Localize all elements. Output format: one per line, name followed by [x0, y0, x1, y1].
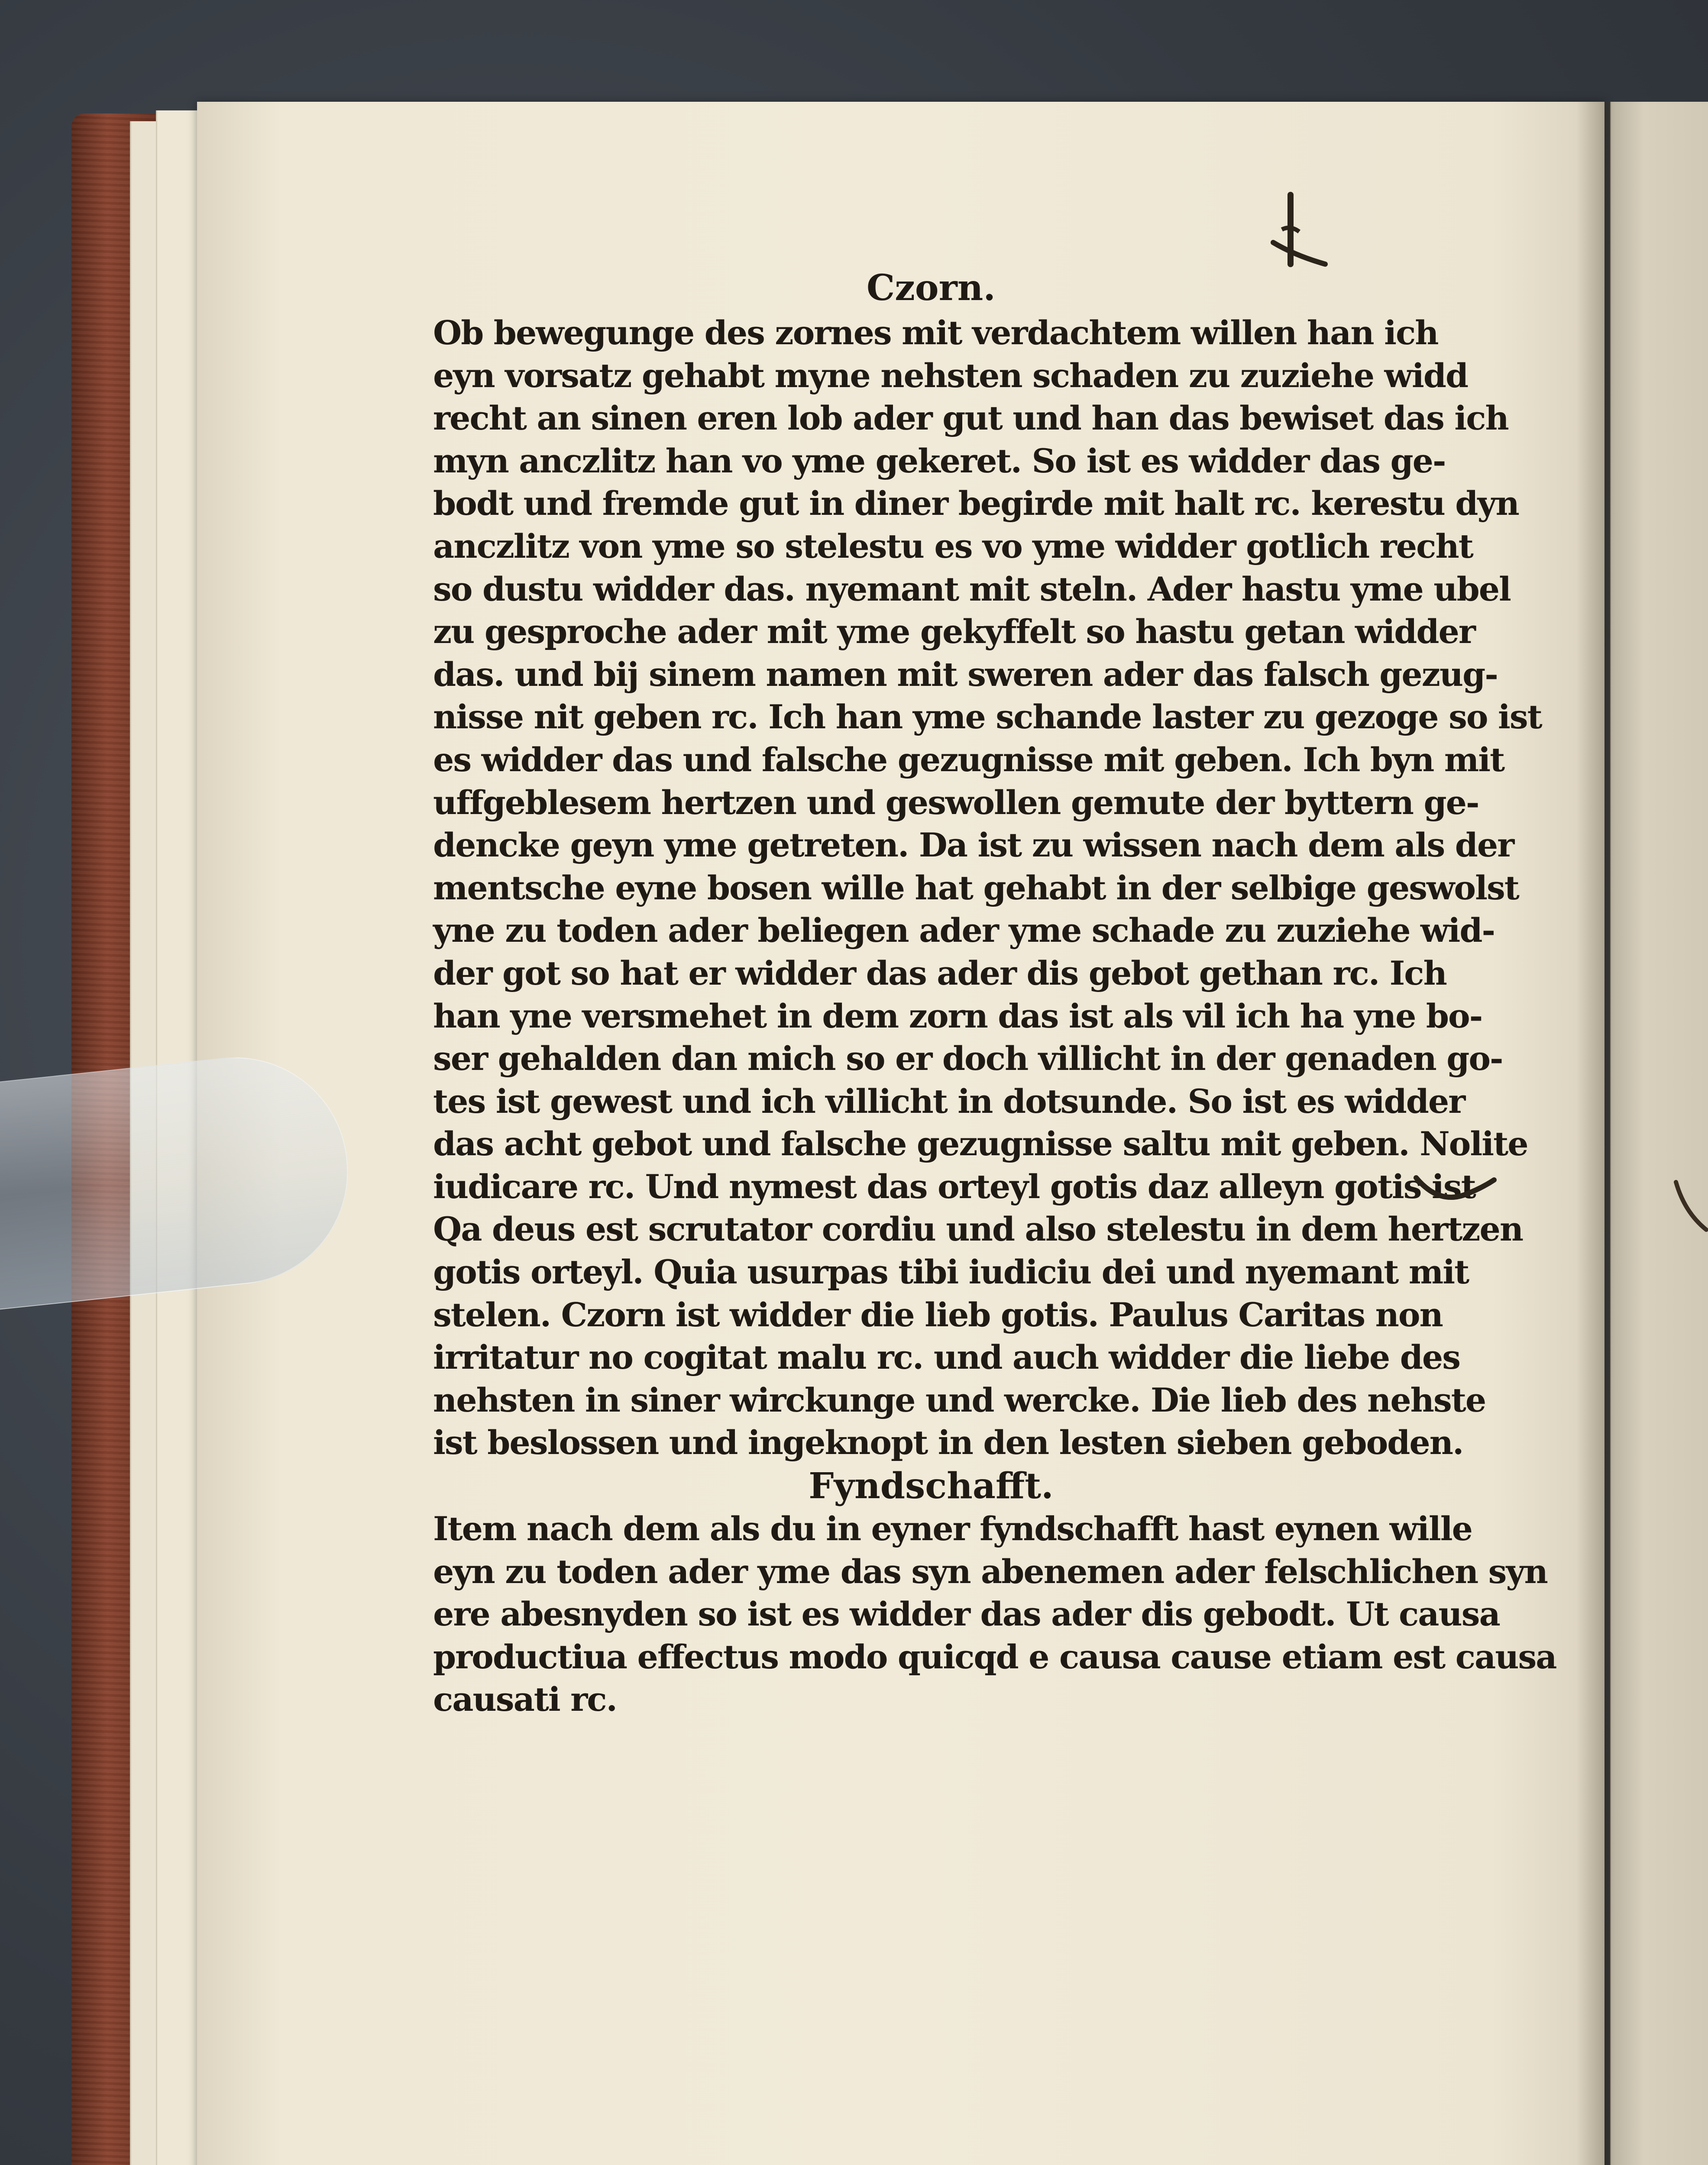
page-text-block [433, 264, 1556, 1721]
text-line: Item nach dem als du in eyner fyndschafft hast eynen wille [433, 1509, 1472, 1548]
text-line: Ob bewegunge des zornes mit verdachtem willen han ich [433, 313, 1438, 352]
text-line: uffgeblesem hertzen und geswollen gemute der byttern ge- [433, 783, 1479, 822]
text-line: stelen. Czorn ist widder die lieb gotis. Paulus Caritas non [433, 1295, 1443, 1334]
text-line: so dustu widder das. nyemant mit steln. Ader hastu yme ubel [433, 569, 1511, 608]
text-line: eyn zu toden ader yme das syn abenemen ader felschlichen syn [433, 1552, 1547, 1591]
hook-mark-icon [1412, 1169, 1498, 1208]
text-line: das. und bij sinem namen mit sweren ader das falsch gezug- [433, 655, 1498, 694]
text-line: yne zu toden ader beliegen ader yme schade zu zuziehe wid- [433, 911, 1495, 950]
text-line: eyn vorsatz gehabt myne nehsten schaden zu zuziehe widd [433, 356, 1468, 395]
marginal-hook-mark [1412, 1169, 1498, 1208]
text-line: ser gehalden dan mich so er doch villicht in der genaden go- [433, 1039, 1503, 1078]
text-line: productiua effectus modo quicqd e causa cause etiam est causa [433, 1637, 1556, 1676]
text-line: ist beslossen und ingeknopt in den lesten sieben geboden. [433, 1423, 1463, 1462]
text-line: ere abesnyden so ist es widder das ader dis gebodt. Ut causa [433, 1595, 1500, 1634]
text-line: es widder das und falsche gezugnisse mit geben. Ich byn mit [433, 740, 1504, 779]
text-line: anczlitz von yme so stelestu es vo yme widder gotlich recht [433, 527, 1473, 565]
page-gutter-shadow [1576, 102, 1611, 2165]
text-line: tes ist gewest und ich villicht in dotsunde. So ist es widder [433, 1082, 1465, 1121]
text-line: causati rc. [433, 1680, 617, 1719]
text-line: zu gesproche ader mit yme gekyffelt so hastu getan widder [433, 612, 1475, 651]
text-line: iudicare rc. Und nymest das orteyl gotis daz alleyn gotis ist [433, 1167, 1475, 1206]
text-line: han yne versmehet in dem zorn das ist als vil ich ha yne bo- [433, 996, 1482, 1035]
chapter-heading: Czorn. [867, 267, 996, 309]
text-line: der got so hat er widder das ader dis gebot gethan rc. Ich [433, 953, 1446, 992]
text-line: nisse nit geben rc. Ich han yme schande laster zu gezoge so ist [433, 698, 1542, 737]
facing-hook-icon [1672, 1178, 1708, 1243]
text-line: gotis orteyl. Quia usurpas tibi iudiciu dei und nyemant mit [433, 1253, 1469, 1292]
text-line: irritatur no cogitat malu rc. und auch widder die liebe des [433, 1338, 1460, 1377]
facing-page-mark [1672, 1178, 1708, 1243]
text-line: bodt und fremde gut in diner begirde mit halt rc. kerestu dyn [433, 484, 1519, 523]
text-line: das acht gebot und falsche gezugnisse saltu mit geben. Nolite [433, 1125, 1528, 1163]
text-line: myn anczlitz han vo yme gekeret. So ist es widder das ge- [433, 441, 1446, 480]
text-line: dencke geyn yme getreten. Da ist zu wissen nach dem als der [433, 826, 1514, 865]
text-line: recht an sinen eren lob ader gut und han das bewiset das ich [433, 399, 1508, 438]
text-line: nehsten in siner wirckunge und wercke. Die lieb des nehste [433, 1380, 1486, 1419]
text-line: mentsche eyne bosen wille hat gehabt in der selbige geswolst [433, 868, 1519, 907]
section-heading: Fyndschafft. [809, 1465, 1054, 1507]
text-line: Qa deus est scrutator cordiu und also stelestu in dem hertzen [433, 1210, 1523, 1249]
facing-page-edge [1610, 102, 1708, 2165]
